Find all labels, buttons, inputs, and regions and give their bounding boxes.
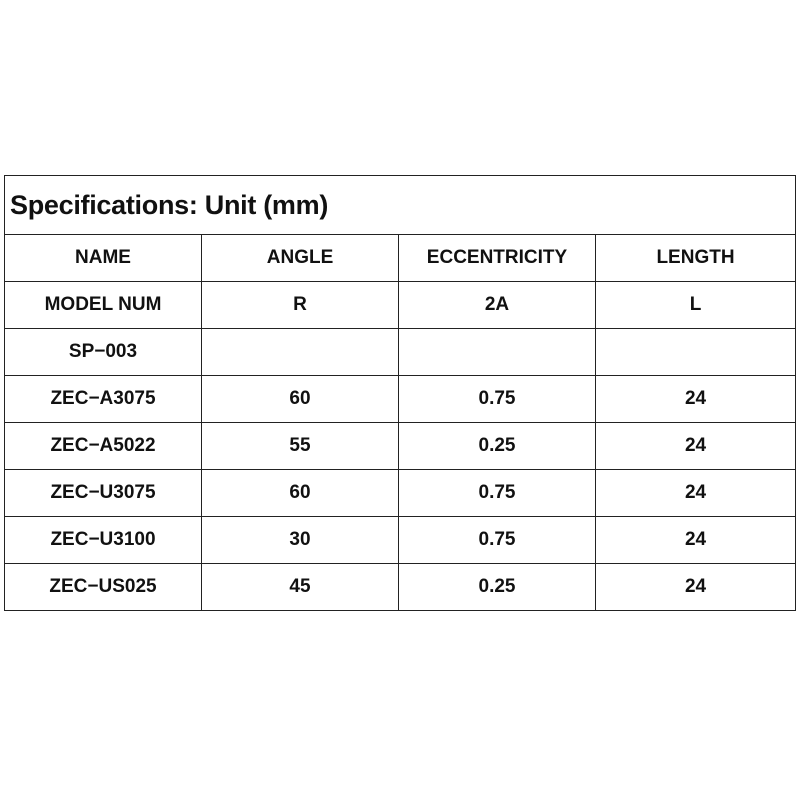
subheader-cell-r: R: [202, 282, 399, 329]
model-cell: ZEC−A5022: [5, 423, 202, 470]
eccentricity-cell: 0.25: [399, 564, 596, 611]
series-cell: SP−003: [5, 329, 202, 376]
subheader-cell-2a: 2A: [399, 282, 596, 329]
eccentricity-cell: 0.75: [399, 517, 596, 564]
eccentricity-cell: 0.75: [399, 376, 596, 423]
angle-cell: 30: [202, 517, 399, 564]
subheader-cell-model-num: MODEL NUM: [5, 282, 202, 329]
table-row: [5, 564, 796, 611]
header-cell-angle: ANGLE: [202, 235, 399, 282]
length-cell: 24: [596, 376, 796, 423]
model-cell: ZEC−US025: [5, 564, 202, 611]
length-cell: 24: [596, 423, 796, 470]
eccentricity-cell: 0.75: [399, 470, 596, 517]
title-row: [5, 176, 796, 235]
header-cell-name: NAME: [5, 235, 202, 282]
length-cell: 24: [596, 564, 796, 611]
table-row: [5, 423, 796, 470]
series-cell: [202, 329, 399, 376]
angle-cell: 55: [202, 423, 399, 470]
model-cell: ZEC−U3100: [5, 517, 202, 564]
header-cell-length: LENGTH: [596, 235, 796, 282]
table-row: [5, 470, 796, 517]
length-cell: 24: [596, 470, 796, 517]
series-cell: [399, 329, 596, 376]
header-row: [5, 235, 796, 282]
angle-cell: 45: [202, 564, 399, 611]
eccentricity-cell: 0.25: [399, 423, 596, 470]
series-row: [5, 329, 796, 376]
specifications-table: [4, 175, 796, 611]
series-cell: [596, 329, 796, 376]
table-row: [5, 517, 796, 564]
table-row: [5, 376, 796, 423]
model-cell: ZEC−U3075: [5, 470, 202, 517]
subheader-cell-l: L: [596, 282, 796, 329]
length-cell: 24: [596, 517, 796, 564]
angle-cell: 60: [202, 470, 399, 517]
angle-cell: 60: [202, 376, 399, 423]
table-title: Specifications: Unit (mm): [5, 176, 796, 235]
model-cell: ZEC−A3075: [5, 376, 202, 423]
header-cell-eccentricity: ECCENTRICITY: [399, 235, 596, 282]
subheader-row: [5, 282, 796, 329]
